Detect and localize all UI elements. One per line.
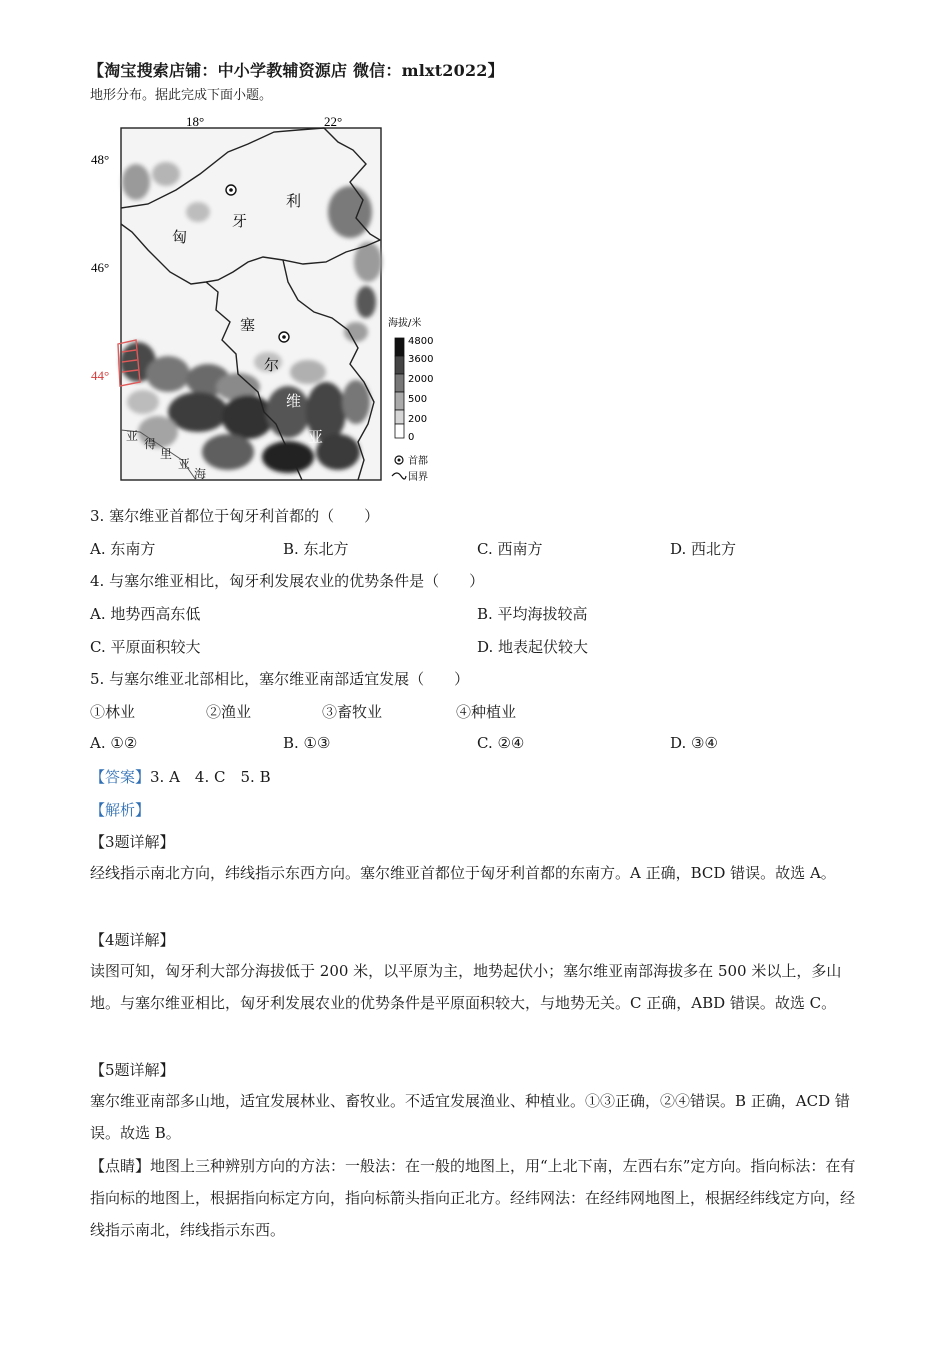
q5-choice-4: ④种植业: [456, 703, 517, 721]
q5-choice-1: ①林业: [90, 703, 136, 721]
q5-choice-3: ③畜牧业: [322, 703, 383, 721]
answer-label: 【答案】: [90, 768, 151, 786]
lat-label-48: 48°: [91, 152, 110, 167]
lon-label-18: 18°: [186, 114, 205, 129]
legend-title: 海拔/米: [388, 318, 422, 329]
q4-option-c: C. 平原面积较大: [90, 638, 201, 656]
q5-option-b: B. ①③: [283, 734, 331, 752]
q3-option-c: C. 西南方: [477, 540, 543, 558]
detail-4-text: 读图可知，匈牙利大部分海拔低于 200 米，以平原为主，地势起伏小；塞尔维亚南部海拔多在 500 米以上，多山地。与塞尔维亚相比，匈牙利发展农业的优势条件是平原面积较大，与地势无关。C 正确，ABD 错误。故选 C。: [90, 962, 842, 1012]
adriatic-char-5: 海: [194, 467, 207, 481]
adriatic-char-1: 亚: [126, 429, 139, 443]
serbia-char-3: 维: [286, 392, 302, 410]
lat-label-46: 46°: [91, 260, 110, 275]
adriatic-char-2: 得: [144, 437, 157, 451]
legend-level-3600: 3600: [408, 354, 434, 365]
q3-stem: 3. 塞尔维亚首都位于匈牙利首都的（ ）: [90, 507, 380, 525]
tip-paragraph: [90, 1150, 865, 1246]
serbia-char-2: 尔: [264, 356, 280, 374]
q5-choice-2: ②渔业: [206, 703, 252, 721]
tip-label: 【点睛】: [90, 1157, 151, 1175]
terrain-map: [88, 112, 448, 492]
hungary-char-2: 牙: [232, 212, 248, 230]
q4-stem: 4. 与塞尔维亚相比，匈牙利发展农业的优势条件是（ ）: [90, 572, 485, 590]
detail-3-text: 经线指示南北方向，纬线指示东西方向。塞尔维亚首都位于匈牙利首都的东南方。A 正确，BCD 错误。故选 A。: [90, 864, 836, 882]
q5-option-a: A. ①②: [90, 734, 138, 752]
legend-level-500: 500: [408, 394, 428, 405]
q3-option-a: A. 东南方: [90, 540, 156, 558]
legend-level-4800: 4800: [408, 336, 434, 347]
legend-level-2000: 2000: [408, 374, 434, 385]
legend-level-200: 200: [408, 414, 428, 425]
detail-5-text: 塞尔维亚南部多山地，适宜发展林业、畜牧业。不适宜发展渔业、种植业。①③正确，②④错误。B 正确，ACD 错误。故选 B。: [90, 1092, 850, 1142]
capital-belgrade: [279, 332, 289, 342]
q3-option-b: B. 东北方: [283, 540, 349, 558]
capital-budapest: [226, 185, 236, 195]
lat-label-44: 44°: [91, 368, 110, 383]
legend-level-0: 0: [408, 432, 415, 443]
answer-text: 3. A 4. C 5. B: [150, 768, 271, 786]
lon-label-22: 22°: [324, 114, 343, 129]
q3-option-d: D. 西北方: [670, 540, 737, 558]
detail-4-title: 【4题详解】: [90, 931, 175, 949]
q5-option-d: D. ③④: [670, 734, 718, 752]
intro-text: 地形分布。据此完成下面小题。: [90, 88, 273, 103]
adriatic-char-3: 里: [160, 447, 173, 461]
legend-capital-label: 首都: [408, 456, 428, 467]
q4-option-d: D. 地表起伏较大: [477, 638, 589, 656]
serbia-char-1: 塞: [240, 316, 256, 334]
answer-line: [90, 766, 271, 787]
hungary-char-3: 利: [286, 192, 302, 210]
serbia-char-4: 亚: [308, 428, 324, 446]
detail-5-title: 【5题详解】: [90, 1061, 175, 1079]
analysis-label: 【解析】: [90, 801, 151, 819]
q4-option-a: A. 地势西高东低: [90, 605, 201, 623]
legend-border-label: 国界: [408, 472, 428, 483]
q5-option-c: C. ②④: [477, 734, 525, 752]
q5-stem: 5. 与塞尔维亚北部相比，塞尔维亚南部适宜发展（ ）: [90, 670, 470, 688]
header-watermark: 【淘宝搜索店铺：中小学教辅资源店 微信：mlxt2022】: [88, 61, 504, 80]
detail-3-title: 【3题详解】: [90, 833, 175, 851]
tip-text: 地图上三种辨别方向的方法：一般法：在一般的地图上，用“上北下南，左西右东”定方向。指向标法：在有指向标的地图上，根据指向标定方向，指向标箭头指向正北方。经纬网法：在经纬网地图上，根据经纬线定方向，经线指示南北，纬线指示东西。: [90, 1157, 856, 1239]
q4-option-b: B. 平均海拔较高: [477, 605, 588, 623]
adriatic-char-4: 亚: [178, 457, 191, 471]
hungary-char-1: 匈: [172, 228, 188, 246]
